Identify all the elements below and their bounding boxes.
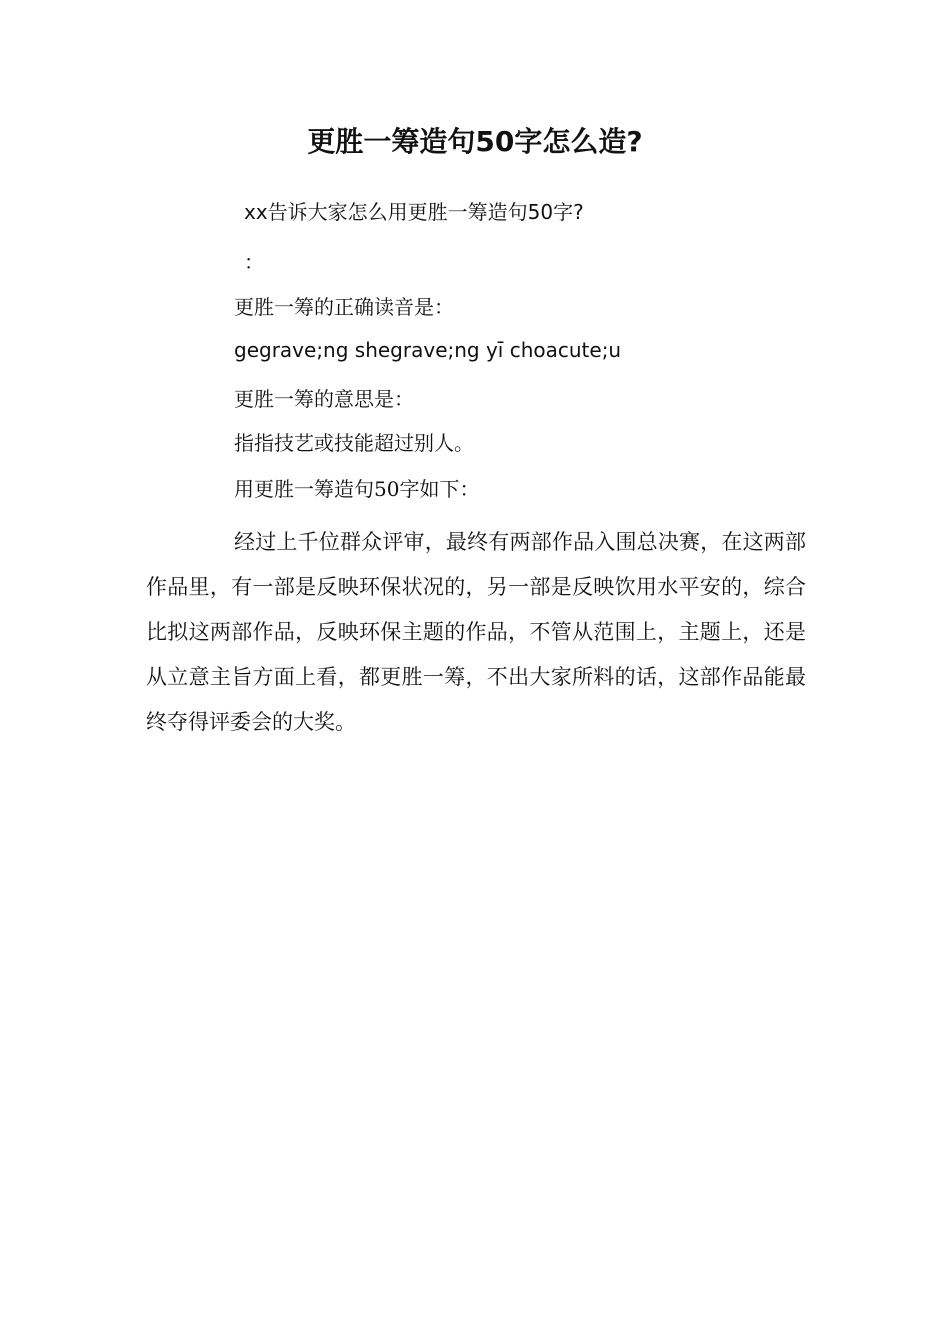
meaning-text: 指指技艺或技能超过别人。 (234, 431, 474, 455)
intro-line: xx告诉大家怎么用更胜一筹造句50字? (244, 200, 584, 224)
example-label: 用更胜一筹造句50字如下： (234, 477, 480, 501)
colon-line: ： (244, 250, 264, 274)
reading-label: 更胜一筹的正确读音是： (234, 295, 454, 319)
document-title: 更胜一筹造句50字怎么造? (307, 125, 643, 158)
example-paragraph: 经过上千位群众评审，最终有两部作品入围总决赛，在这两部作品里，有一部是反映环保状况的，另一部是反映饮用水平安的，综合比拟这两部作品，反映环保主题的作品，不管从范围上，主题上，还是从立意主旨方面上看，都更胜一筹，不出大家所料的话，这部作品能最终夺得评委会的大奖。 (146, 530, 806, 734)
meaning-label: 更胜一筹的意思是： (234, 387, 414, 411)
pinyin-line: gegrave;ng shegrave;ng yī choacute;u (234, 338, 622, 362)
